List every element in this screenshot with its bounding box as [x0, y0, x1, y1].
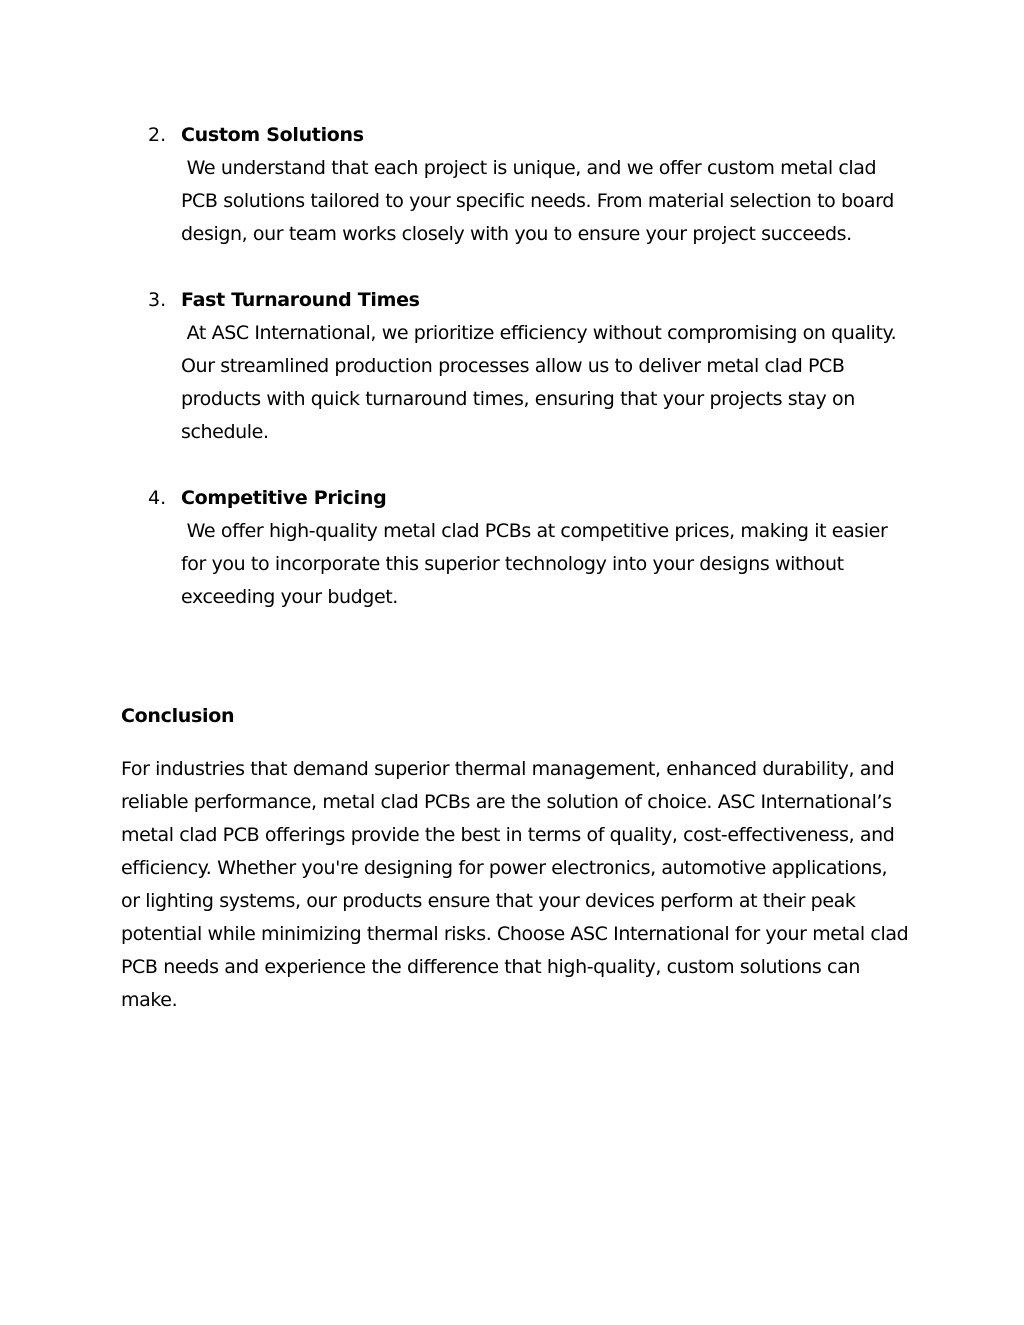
list-item-title: Fast Turnaround Times	[181, 289, 420, 311]
section-heading: Conclusion	[121, 705, 235, 727]
list-item-body: We offer high-quality metal clad PCBs at competitive prices, making it easier for you to incorporate this superior technology into your designs without exceeding your budget.	[181, 520, 894, 608]
list-item-number: 2.	[148, 124, 167, 146]
list-item	[148, 482, 908, 614]
section-paragraph: For industries that demand superior thermal management, enhanced durability, and reliable performance, metal clad PCBs are the solution of choice. ASC International’s metal clad PCB offerings provide the best in terms of quality, cost-effectiveness, and efficiency. Whether you're designing for power electronics, automotive applications, or lighting systems, our products ensure that your devices perform at their peak potential while minimizing thermal risks. Choose ASC International for your metal clad PCB needs and experience the difference that high-quality, custom solutions can make.	[121, 758, 909, 1011]
list-item-body: At ASC International, we prioritize efficiency without compromising on quality. Our streamlined production processes allow us to deliver metal clad PCB products with quick turnaround times, ensuring that your projects stay on schedule.	[181, 322, 902, 443]
list-item-title: Competitive Pricing	[181, 487, 387, 509]
list-item	[148, 284, 908, 449]
list-item-title: Custom Solutions	[181, 124, 364, 146]
conclusion-section	[121, 700, 911, 1017]
numbered-list	[148, 119, 908, 647]
list-item-number: 3.	[148, 289, 167, 311]
list-item-number: 4.	[148, 487, 167, 509]
list-item-body: We understand that each project is unique, and we offer custom metal clad PCB solutions tailored to your specific needs. From material selection to board design, our team works closely with you to ensure your project succeeds.	[181, 157, 900, 245]
list-item	[148, 119, 908, 251]
